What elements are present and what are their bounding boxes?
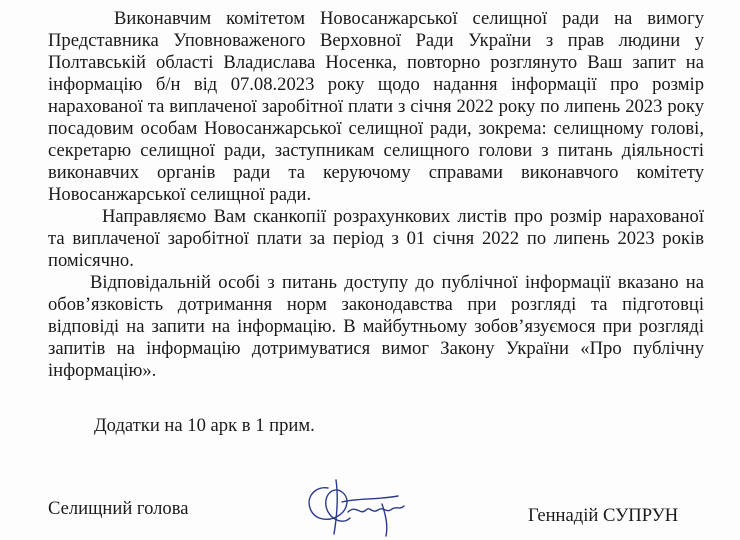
- letter-paragraph-scans: Направляємо Вам сканкопії розрахункових листів про розмір нарахованої та виплаченої заробітної плати за період з 01 січня 2022 по липень 2023 років помісячно.: [48, 206, 704, 271]
- attachments-note: Додатки на 10 арк в 1 прим.: [94, 415, 315, 436]
- signer-name: Геннадій СУПРУН: [528, 505, 679, 526]
- signature-stroke-loop: [309, 488, 350, 521]
- signature-stroke-tail: [348, 506, 404, 512]
- signature-stroke-cross: [342, 496, 398, 502]
- letter-paragraph-response: Виконавчим комітетом Новосанжарської селищної ради на вимогу Представника Уповноваженого Верховної Ради України з прав людини у Полтавській області Владислава Носенка, повторно розглянуто Ваш запит на інформацію б/н від 07.08.2023 року щодо надання інформації про розмір нарахованої та виплаченої заробітної плати з січня 2022 року по липень 2023 року посадовим особам Новосанжарської селищної ради, зокрема: селищному голові, секретарю селищної ради, заступникам селищного голови з питань діяльності виконавчих органів ради та керуючому справами виконавчого комітету Новосанжарської селищної ради.: [48, 8, 704, 205]
- signature-stroke-stem: [334, 480, 337, 534]
- handwritten-signature: [298, 476, 410, 540]
- letter-paragraph-compliance: Відповідальній особі з питань доступу до публічної інформації вказано на обов’язковість дотримання норм законодавства при розгляді та підготовці відповіді на запити на інформацію. В майбутньому зобов’язуємося при розгляді запитів на інформацію дотримуватися вимог Закону України «Про публічну інформацію».: [48, 272, 704, 381]
- signer-title: Селищний голова: [48, 498, 189, 519]
